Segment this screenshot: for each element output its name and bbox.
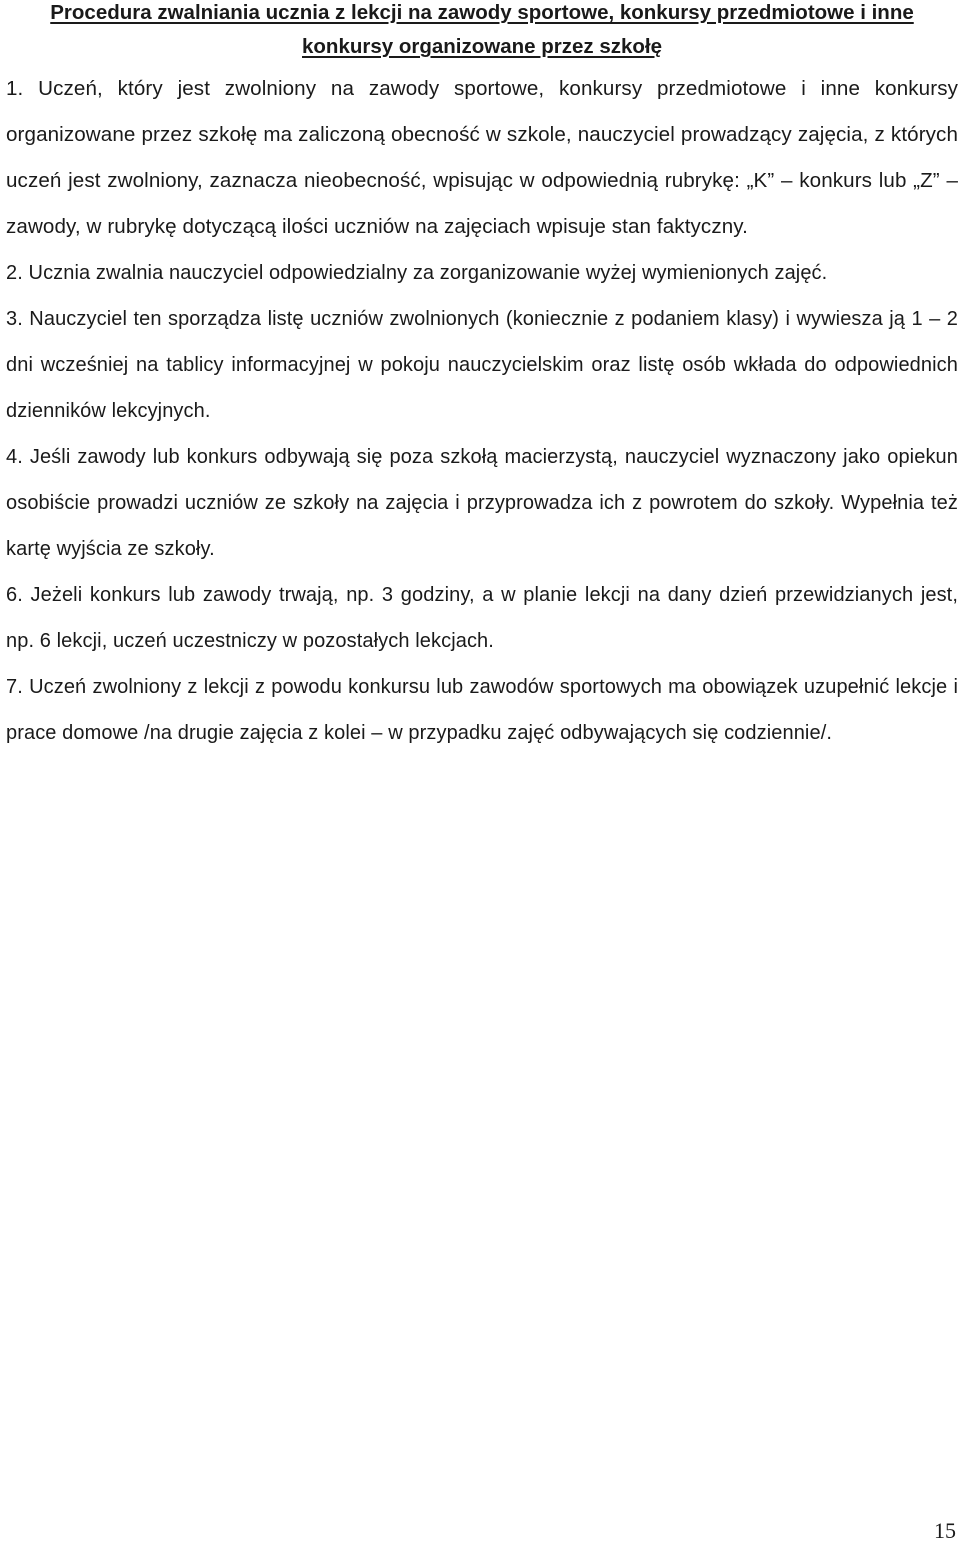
paragraph-2: 2. Ucznia zwalnia nauczyciel odpowiedzialny za zorganizowanie wyżej wymienionych zajęć. — [6, 262, 828, 284]
title-line-2: konkursy organizowane przez szkołę — [302, 35, 662, 58]
paragraph-6: 6. Jeżeli konkurs lub zawody trwają, np. 3 godziny, a w planie lekcji na dany dzień przewidzianych jest, np. 6 lekcji, uczeń uczestniczy w pozostałych lekcjach. — [6, 584, 958, 652]
paragraph-1: 1. Uczeń, który jest zwolniony na zawody sportowe, konkursy przedmiotowe i inne konkursy organizowane przez szkołę ma zaliczoną obecność w szkole, nauczyciel prowadzący zajęcia, z których uczeń jest zwolniony, zaznacza nieobecność, wpisując w odpowiednią rubrykę: „K” – konkurs lub „Z” – zawody, w rubrykę dotyczącą ilości uczniów na zajęciach wpisuje stan faktyczny. — [6, 77, 958, 238]
page-number: 15 — [934, 1518, 956, 1543]
document-body — [6, 66, 958, 756]
paragraph-3: 3. Nauczyciel ten sporządza listę uczniów zwolnionych (koniecznie z podaniem klasy) i wywiesza ją 1 – 2 dni wcześniej na tablicy informacyjnej w pokoju nauczycielskim oraz listę osób wkłada do odpowiednich dzienników lekcyjnych. — [6, 308, 958, 422]
document-page — [6, 0, 958, 756]
document-title — [6, 0, 958, 64]
paragraph-7: 7. Uczeń zwolniony z lekcji z powodu konkursu lub zawodów sportowych ma obowiązek uzupełnić lekcje i prace domowe /na drugie zajęcia z kolei – w przypadku zajęć odbywających się codziennie/. — [6, 676, 958, 744]
title-line-1: Procedura zwalniania ucznia z lekcji na zawody sportowe, konkursy przedmiotowe i inne — [50, 1, 914, 24]
paragraph-4: 4. Jeśli zawody lub konkurs odbywają się poza szkołą macierzystą, nauczyciel wyznaczony jako opiekun osobiście prowadzi uczniów ze szkoły na zajęcia i przyprowadza ich z powrotem do szkoły. Wypełnia też kartę wyjścia ze szkoły. — [6, 446, 958, 560]
